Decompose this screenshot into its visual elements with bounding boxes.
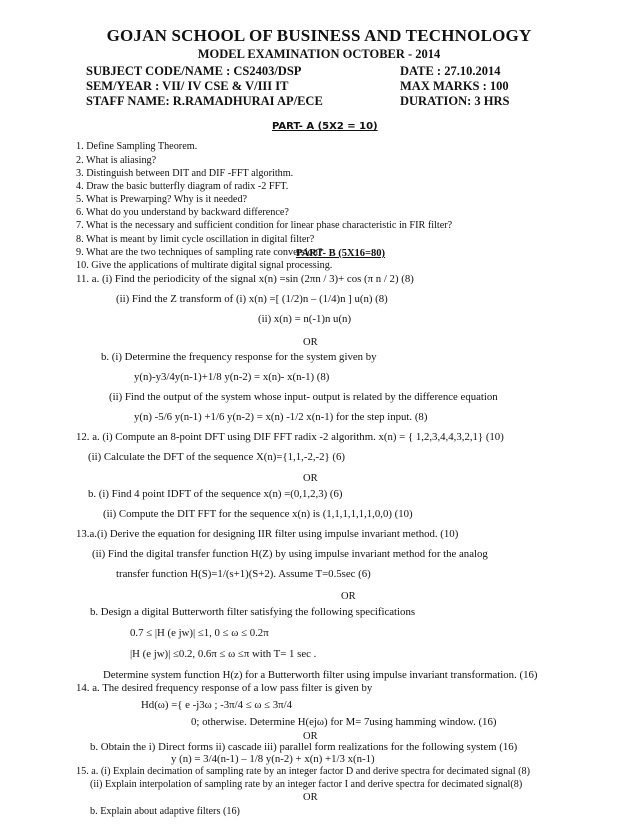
part-a-question: 3. Distinguish between DIT and DIF -FFT algorithm. [76, 168, 294, 179]
part-a-question: 8. What is meant by limit cycle oscillation in digital filter? [76, 234, 315, 245]
q13b-spec2: |H (e jw)| ≤0.2, 0.6π ≤ ω ≤π with T= 1 sec . [130, 648, 317, 660]
q12b-i: b. (i) Find 4 point IDFT of the sequence x(n) =(0,1,2,3) (6) [88, 488, 343, 500]
q12b-ii: (ii) Compute the DIT FFT for the sequence x(n) is (1,1,1,1,1,1,0,0) (10) [103, 508, 413, 520]
exam-date: DATE : 27.10.2014 [400, 64, 501, 78]
q11a-ii: (ii) Find the Z transform of (i) x(n) =[ (1/2)n – (1/4)n ] u(n) (8) [116, 293, 388, 305]
part-a-heading: PART- A (5X2 = 10) [272, 121, 378, 132]
q13b-spec1: 0.7 ≤ |H (e jw)| ≤1, 0 ≤ ω ≤ 0.2π [130, 627, 269, 639]
q14b: b. Obtain the i) Direct forms ii) cascade iii) parallel form realizations for the following system (16) [90, 741, 518, 753]
q12a-ii: (ii) Calculate the DFT of the sequence X(n)={1,1,-2,-2} (6) [88, 451, 346, 463]
part-a-question: 6. What do you understand by backward difference? [76, 207, 289, 218]
q13b: b. Design a digital Butterworth filter satisfying the following specifications [90, 606, 416, 618]
or-label: OR [303, 792, 318, 803]
q13b-determine: Determine system function H(z) for a Butterworth filter using impulse invariant transformation. (16) [103, 669, 538, 681]
q15a-i: 15. a. (i) Explain decimation of sampling rate by an integer factor D and derive spectra for decimated signal (8) [76, 766, 531, 777]
school-name: GOJAN SCHOOL OF BUSINESS AND TECHNOLOGY [106, 26, 532, 45]
q13a-i: 13.a.(i) Derive the equation for designing IIR filter using impulse invariant method. (10) [76, 528, 459, 540]
q15a-ii: (ii) Explain interpolation of sampling rate by an integer factor I and derive spectra for decimated signal(8) [90, 779, 523, 790]
or-label: OR [303, 337, 318, 348]
q11a-ii-b: (ii) x(n) = n(-1)n u(n) [258, 313, 352, 325]
q14a: 14. a. The desired frequency response of a low pass filter is given by [76, 682, 373, 694]
q12a-i: 12. a. (i) Compute an 8-point DFT using DIF FFT radix -2 algorithm. x(n) = { 1,2,3,4,4,3,2,1} (10) [76, 431, 504, 443]
exam-title: MODEL EXAMINATION OCTOBER - 2014 [197, 47, 441, 61]
part-a-question: 10. Give the applications of multirate digital signal processing. [76, 260, 333, 271]
staff-name: STAFF NAME: R.RAMADHURAI AP/ECE [86, 94, 323, 108]
duration: DURATION: 3 HRS [400, 94, 510, 108]
part-a-question: 9. What are the two techniques of sampling rate conversion? [76, 247, 323, 258]
or-label: OR [341, 591, 356, 602]
q14a-eq2: 0; otherwise. Determine H(ejω) for M= 7using hamming window. (16) [191, 716, 497, 728]
or-label: OR [303, 731, 318, 742]
q15b: b. Explain about adaptive filters (16) [90, 806, 240, 817]
part-b-heading: PART- B (5X16=80) [296, 248, 386, 259]
q11b-i-eq: y(n)-y3/4y(n-1)+1/8 y(n-2) = x(n)- x(n-1) (8) [134, 371, 330, 383]
q14b-eq: y (n) = 3/4(n-1) – 1/8 y(n-2) + x(n) +1/3 x(n-1) [171, 753, 375, 765]
q11a-i: 11. a. (i) Find the periodicity of the signal x(n) =sin (2πn / 3)+ cos (π n / 2) (8) [76, 273, 414, 285]
part-a-question: 5. What is Prewarping? Why is it needed? [76, 194, 248, 205]
q14a-eq1: Hd(ω) ={ e -j3ω ; -3π/4 ≤ ω ≤ 3π/4 [141, 699, 292, 711]
or-label: OR [303, 473, 318, 484]
q11b-i: b. (i) Determine the frequency response for the system given by [101, 351, 377, 363]
part-a-question: 2. What is aliasing? [76, 155, 157, 166]
sem-year: SEM/YEAR : VII/ IV CSE & V/III IT [86, 79, 289, 93]
q13a-ii: (ii) Find the digital transfer function H(Z) by using impulse invariant method for the analog [92, 548, 488, 560]
part-a-question: 1. Define Sampling Theorem. [76, 141, 198, 152]
part-a-question: 4. Draw the basic butterfly diagram of radix -2 FFT. [76, 181, 289, 192]
q11b-ii-eq: y(n) -5/6 y(n-1) +1/6 y(n-2) = x(n) -1/2 x(n-1) for the step input. (8) [134, 411, 428, 423]
max-marks: MAX MARKS : 100 [400, 79, 509, 93]
q11b-ii: (ii) Find the output of the system whose input- output is related by the difference equation [109, 391, 498, 403]
subject-code: SUBJECT CODE/NAME : CS2403/DSP [86, 64, 302, 78]
q13a-ii-cont: transfer function H(S)=1/(s+1)(S+2). Assume T=0.5sec (6) [116, 568, 371, 580]
part-a-question: 7. What is the necessary and sufficient condition for linear phase characteristic in FIR filter? [76, 220, 453, 231]
